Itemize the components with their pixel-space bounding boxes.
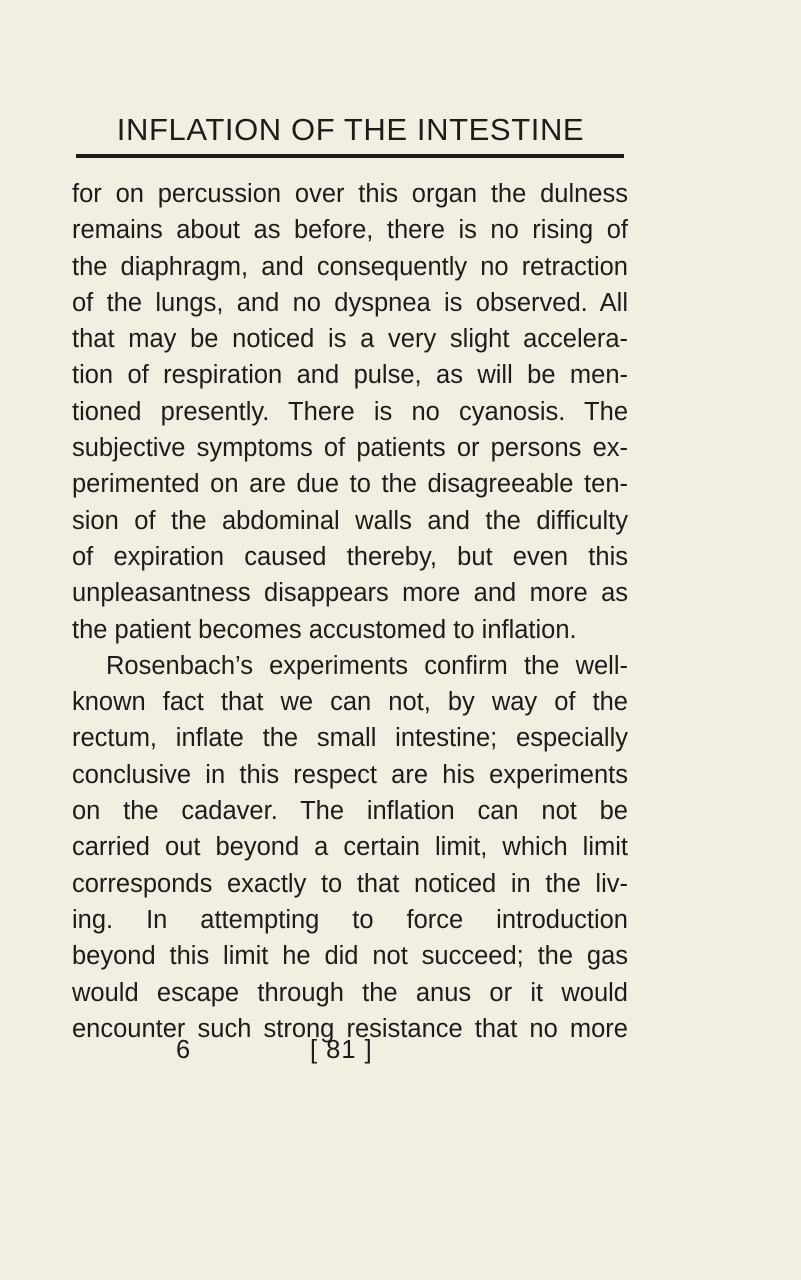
signature-mark: 6: [176, 1036, 191, 1064]
text-line: of expiration caused thereby, but even this: [72, 542, 628, 571]
paragraph-2: [72, 648, 628, 1047]
page-number: [ 81 ]: [310, 1036, 373, 1064]
text-line: tion of respiration and pulse, as will be men-: [72, 361, 628, 390]
text-line: carried out beyond a certain limit, which limit: [72, 833, 628, 862]
page-footer: [0, 1030, 801, 1070]
text-line: of the lungs, and no dyspnea is observed. All: [72, 288, 628, 317]
text-line: would escape through the anus or it would: [72, 978, 628, 1007]
text-line: encounter such strong resistance that no more: [72, 1014, 628, 1043]
text-line: tioned presently. There is no cyanosis. The: [72, 397, 628, 426]
text-line: the patient becomes accustomed to inflation.: [72, 615, 577, 644]
text-line: the diaphragm, and consequently no retraction: [72, 252, 628, 281]
text-line: unpleasantness disappears more and more as: [72, 579, 628, 608]
text-line: sion of the abdominal walls and the difficulty: [72, 506, 628, 535]
text-line: Rosenbach’s experiments confirm the well-: [106, 651, 628, 680]
text-line: conclusive in this respect are his experiments: [72, 760, 628, 789]
running-head: INFLATION OF THE INTESTINE: [116, 112, 585, 147]
paragraph-1: [72, 176, 628, 648]
text-line: rectum, inflate the small intestine; especially: [72, 724, 628, 753]
text-line: remains about as before, there is no rising of: [72, 216, 628, 245]
text-line: that may be noticed is a very slight accelera-: [72, 325, 628, 354]
text-line: corresponds exactly to that noticed in the liv-: [72, 869, 628, 898]
text-line: subjective symptoms of patients or persons ex-: [72, 434, 628, 463]
text-line: for on percussion over this organ the dulness: [72, 180, 628, 208]
text-line: ing. In attempting to force introduction: [72, 905, 628, 934]
body-text: [72, 176, 628, 1047]
text-line: on the cadaver. The inflation can not be: [72, 797, 628, 826]
header-rule: [76, 154, 624, 158]
text-line: perimented on are due to the disagreeable ten-: [72, 470, 628, 499]
text-line: beyond this limit he did not succeed; the gas: [72, 942, 628, 971]
text-line: known fact that we can not, by way of the: [72, 688, 628, 717]
